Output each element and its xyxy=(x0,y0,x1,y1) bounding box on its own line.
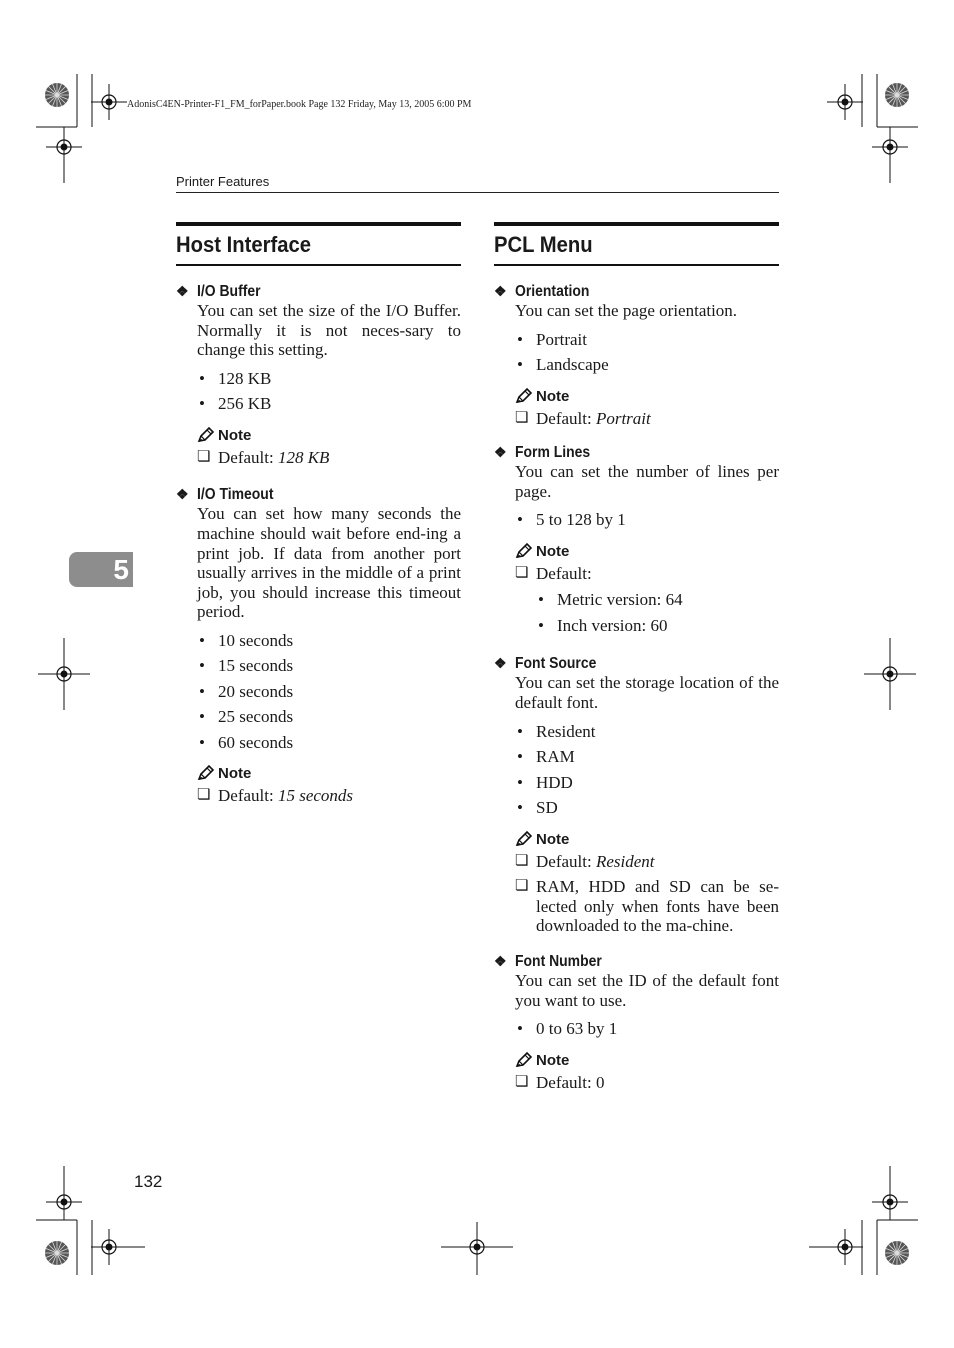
setting-description: You can set the storage location of the default font. xyxy=(515,673,779,713)
note-block xyxy=(197,426,461,468)
left-column xyxy=(176,222,461,806)
note-line xyxy=(515,852,779,872)
section-heading xyxy=(176,222,461,266)
checkbox-icon: ❏ xyxy=(515,852,529,869)
setting-label: Form Lines xyxy=(515,444,591,462)
registration-mark-icon xyxy=(827,84,863,120)
setting-heading xyxy=(176,485,461,504)
setting-item xyxy=(494,952,779,1092)
checkbox-icon: ❏ xyxy=(515,409,529,426)
list-item: • 128 KB xyxy=(197,366,461,392)
setting-heading xyxy=(494,443,779,462)
note-block xyxy=(515,830,779,936)
note-label: Note xyxy=(536,542,570,560)
note-block xyxy=(515,542,779,639)
registration-mark-icon xyxy=(91,84,127,120)
running-head: Printer Features xyxy=(176,174,270,189)
pencil-note-icon xyxy=(515,831,533,847)
note-prefix: Default: xyxy=(218,447,278,467)
pencil-note-icon xyxy=(515,388,533,404)
diamond-ornament-icon: ❖ xyxy=(494,444,507,461)
default-value-list xyxy=(536,587,779,638)
note-block xyxy=(197,764,461,806)
list-item: • 20 seconds xyxy=(197,679,461,705)
page-number: 132 xyxy=(134,1172,163,1191)
setting-description: You can set the number of lines per page. xyxy=(515,462,779,501)
checkbox-icon: ❏ xyxy=(197,448,211,465)
diamond-ornament-icon: ❖ xyxy=(176,283,189,299)
list-item: • 15 seconds xyxy=(197,653,461,679)
note-line xyxy=(515,1073,779,1093)
setting-description: You can set how many seconds the machine should wait before end-ing a print job. If data from another port usually arrives in the middle of a print job, you should increase this timeout period. xyxy=(197,504,461,622)
option-list xyxy=(197,628,461,756)
note-heading xyxy=(515,1051,779,1071)
color-bar-icon xyxy=(885,83,909,107)
note-prefix: Default: xyxy=(218,786,278,806)
setting-item xyxy=(494,282,779,428)
list-item: • 25 seconds xyxy=(197,704,461,730)
list-item: • SD xyxy=(515,795,779,821)
setting-label: I/O Timeout xyxy=(197,486,274,504)
note-value: 128 KB xyxy=(277,447,330,467)
setting-description: You can set the ID of the default font you want to use. xyxy=(515,971,779,1010)
list-item: • 60 seconds xyxy=(197,730,461,756)
list-item: • Inch version: 60 xyxy=(536,613,779,639)
note-line xyxy=(515,409,779,429)
setting-heading xyxy=(494,282,779,301)
note-line xyxy=(197,448,461,468)
color-bar-icon xyxy=(45,1241,69,1265)
note-heading xyxy=(515,542,779,562)
setting-label: Font Number xyxy=(515,953,602,971)
note-heading xyxy=(515,830,779,850)
setting-label: Orientation xyxy=(515,283,590,300)
checkbox-icon: ❏ xyxy=(515,564,529,581)
option-list xyxy=(197,366,461,417)
note-label: Note xyxy=(218,765,252,783)
note-prefix: Default: xyxy=(536,851,596,871)
list-item: • Portrait xyxy=(515,327,779,353)
note-block xyxy=(515,387,779,429)
note-heading xyxy=(515,387,779,407)
setting-item xyxy=(494,443,779,638)
setting-heading xyxy=(176,282,461,301)
setting-item xyxy=(176,282,461,467)
list-item: • Resident xyxy=(515,719,779,745)
option-list xyxy=(515,507,779,533)
pencil-note-icon xyxy=(515,543,533,559)
note-label: Note xyxy=(536,830,570,848)
checkbox-icon: ❏ xyxy=(197,787,211,804)
diamond-ornament-icon: ❖ xyxy=(494,953,507,970)
setting-description: You can set the page orientation. xyxy=(515,301,738,320)
note-line xyxy=(515,564,779,584)
option-list xyxy=(515,1016,779,1042)
note-prefix: RAM, HDD and SD can be se-lected only when fonts have been downloaded to the ma-chine. xyxy=(536,877,779,936)
list-item: • 10 seconds xyxy=(197,628,461,654)
list-item: • RAM xyxy=(515,744,779,770)
note-label: Note xyxy=(218,426,252,444)
section-title: Host Interface xyxy=(176,232,311,257)
checkbox-icon: ❏ xyxy=(515,1073,529,1090)
note-prefix: Default: xyxy=(536,563,592,583)
diamond-ornament-icon: ❖ xyxy=(494,283,507,299)
pencil-note-icon xyxy=(515,1052,533,1068)
setting-heading xyxy=(494,654,779,673)
list-item: • 0 to 63 by 1 xyxy=(515,1016,779,1042)
note-block xyxy=(515,1051,779,1093)
option-list xyxy=(515,327,779,378)
list-item: • 5 to 128 by 1 xyxy=(515,507,779,533)
checkbox-icon: ❏ xyxy=(515,878,529,895)
note-value: Portrait xyxy=(595,408,651,428)
slug-line: AdonisC4EN-Printer-F1_FM_forPaper.book Page 132 Friday, May 13, 2005 6:00 PM xyxy=(127,99,472,110)
pencil-note-icon xyxy=(197,765,215,781)
note-value: Resident xyxy=(595,851,655,871)
section-heading xyxy=(494,222,779,266)
setting-label: Font Source xyxy=(515,655,597,673)
chapter-tab: 5 xyxy=(69,552,133,587)
note-value: 15 seconds xyxy=(277,786,354,806)
setting-description: You can set the size of the I/O Buffer. Normally it is not neces-sary to change this setting. xyxy=(197,301,461,360)
note-prefix: Default: xyxy=(536,408,596,428)
color-bar-icon xyxy=(885,1241,909,1265)
note-label: Note xyxy=(536,1051,570,1069)
color-bar-icon xyxy=(45,83,69,107)
note-line xyxy=(515,877,779,936)
note-heading xyxy=(197,426,461,446)
setting-heading xyxy=(494,952,779,971)
running-head-rule xyxy=(176,192,779,193)
list-item: • Metric version: 64 xyxy=(536,587,779,613)
diamond-ornament-icon: ❖ xyxy=(176,486,189,503)
diamond-ornament-icon: ❖ xyxy=(494,655,507,672)
note-line xyxy=(197,786,461,806)
note-label: Note xyxy=(536,387,570,405)
setting-item xyxy=(176,485,461,806)
note-heading xyxy=(197,764,461,784)
section-title: PCL Menu xyxy=(494,232,593,257)
list-item: • Landscape xyxy=(515,352,779,378)
note-prefix: Default: 0 xyxy=(536,1072,605,1092)
setting-label: I/O Buffer xyxy=(197,283,261,300)
setting-item xyxy=(494,654,779,936)
option-list xyxy=(515,719,779,821)
pencil-note-icon xyxy=(197,427,215,443)
right-column xyxy=(494,222,779,1092)
list-item: • 256 KB xyxy=(197,391,461,417)
list-item: • HDD xyxy=(515,770,779,796)
